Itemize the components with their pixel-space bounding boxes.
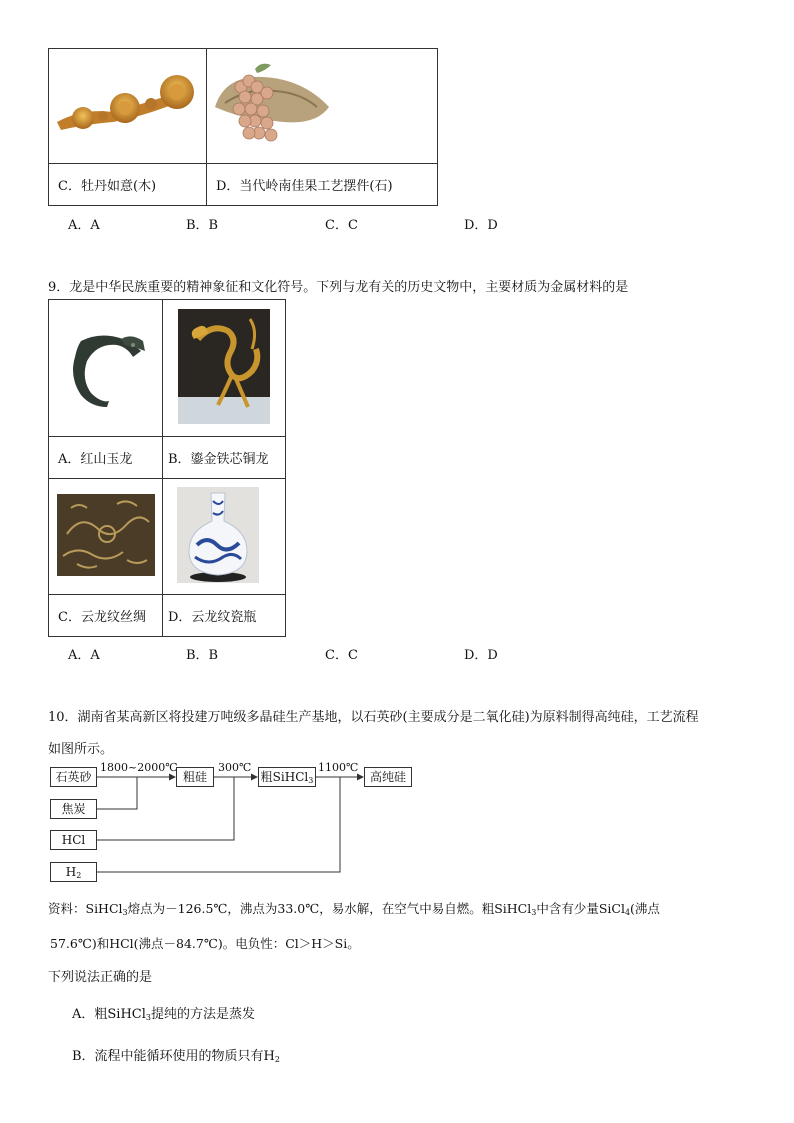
q9-caption-a: A．红山玉龙 [49,437,163,479]
q8-option-d[interactable]: D．D [464,218,498,233]
q8-option-c[interactable]: C．C [325,218,358,233]
q10-choice-b[interactable]: B．流程中能循环使用的物质只有$H_2$ [72,1049,280,1064]
q9-option-d[interactable]: D．D [464,648,498,663]
flow-box-pure-si: 高纯硅 [364,767,412,787]
q9-option-b[interactable]: B．B [186,648,219,663]
q8-caption-c: C．牡丹如意(木) [49,164,207,206]
flow-box-quartz: 石英砂 [50,767,97,787]
q9-caption-d: D．云龙纹瓷瓶 [163,595,286,637]
flow-temp-1: 1800~2000℃ [100,761,178,774]
q8-caption-d: D．当代岭南佳果工艺摆件(石) [207,164,438,206]
flow-box-h2: $H_2$ [50,862,97,882]
flow-box-crude-si: 粗硅 [176,767,214,787]
q10-prompt: 下列说法正确的是 [48,970,153,985]
q9-question: 9．龙是中华民族重要的精神象征和文化符号。下列与龙有关的历史文物中，主要材质为金属材料的是 [48,280,629,295]
flow-temp-2: 300℃ [218,761,252,774]
q10-material-line1: 资料：SiHCl$_3$熔点为－126.5℃，沸点为33.0℃，易水解，在空气中易自燃。粗SiHCl$_3$中含有少量SiCl$_4$(沸点 [48,901,660,917]
q9-caption-b: B．鎏金铁芯铜龙 [163,437,286,479]
flow-temp-3: 1100℃ [318,761,359,774]
flow-box-crude-sihcl3: 粗SiHCl$_3$ [258,767,316,787]
q9-caption-c: C．云龙纹丝绸 [49,595,163,637]
flow-box-coke: 焦炭 [50,799,97,819]
q10-question-line2: 如图所示。 [48,742,114,757]
flow-box-hcl: HCl [50,830,97,850]
q10-question-line1: 10．湖南省某高新区将投建万吨级多晶硅生产基地，以石英砂(主要成分是二氧化硅)为原料制得高纯硅，工艺流程 [48,710,699,725]
q8-option-a[interactable]: A．A [68,218,100,233]
q9-option-a[interactable]: A．A [68,648,100,663]
q10-material-line2: 57.6℃)和HCl(沸点－84.7℃)。电负性：Cl＞H＞Si。 [50,936,360,951]
q8-option-b[interactable]: B．B [186,218,219,233]
q10-choice-a[interactable]: A．粗SiHCl$_3$提纯的方法是蒸发 [72,1007,256,1022]
q9-option-c[interactable]: C．C [325,648,358,663]
